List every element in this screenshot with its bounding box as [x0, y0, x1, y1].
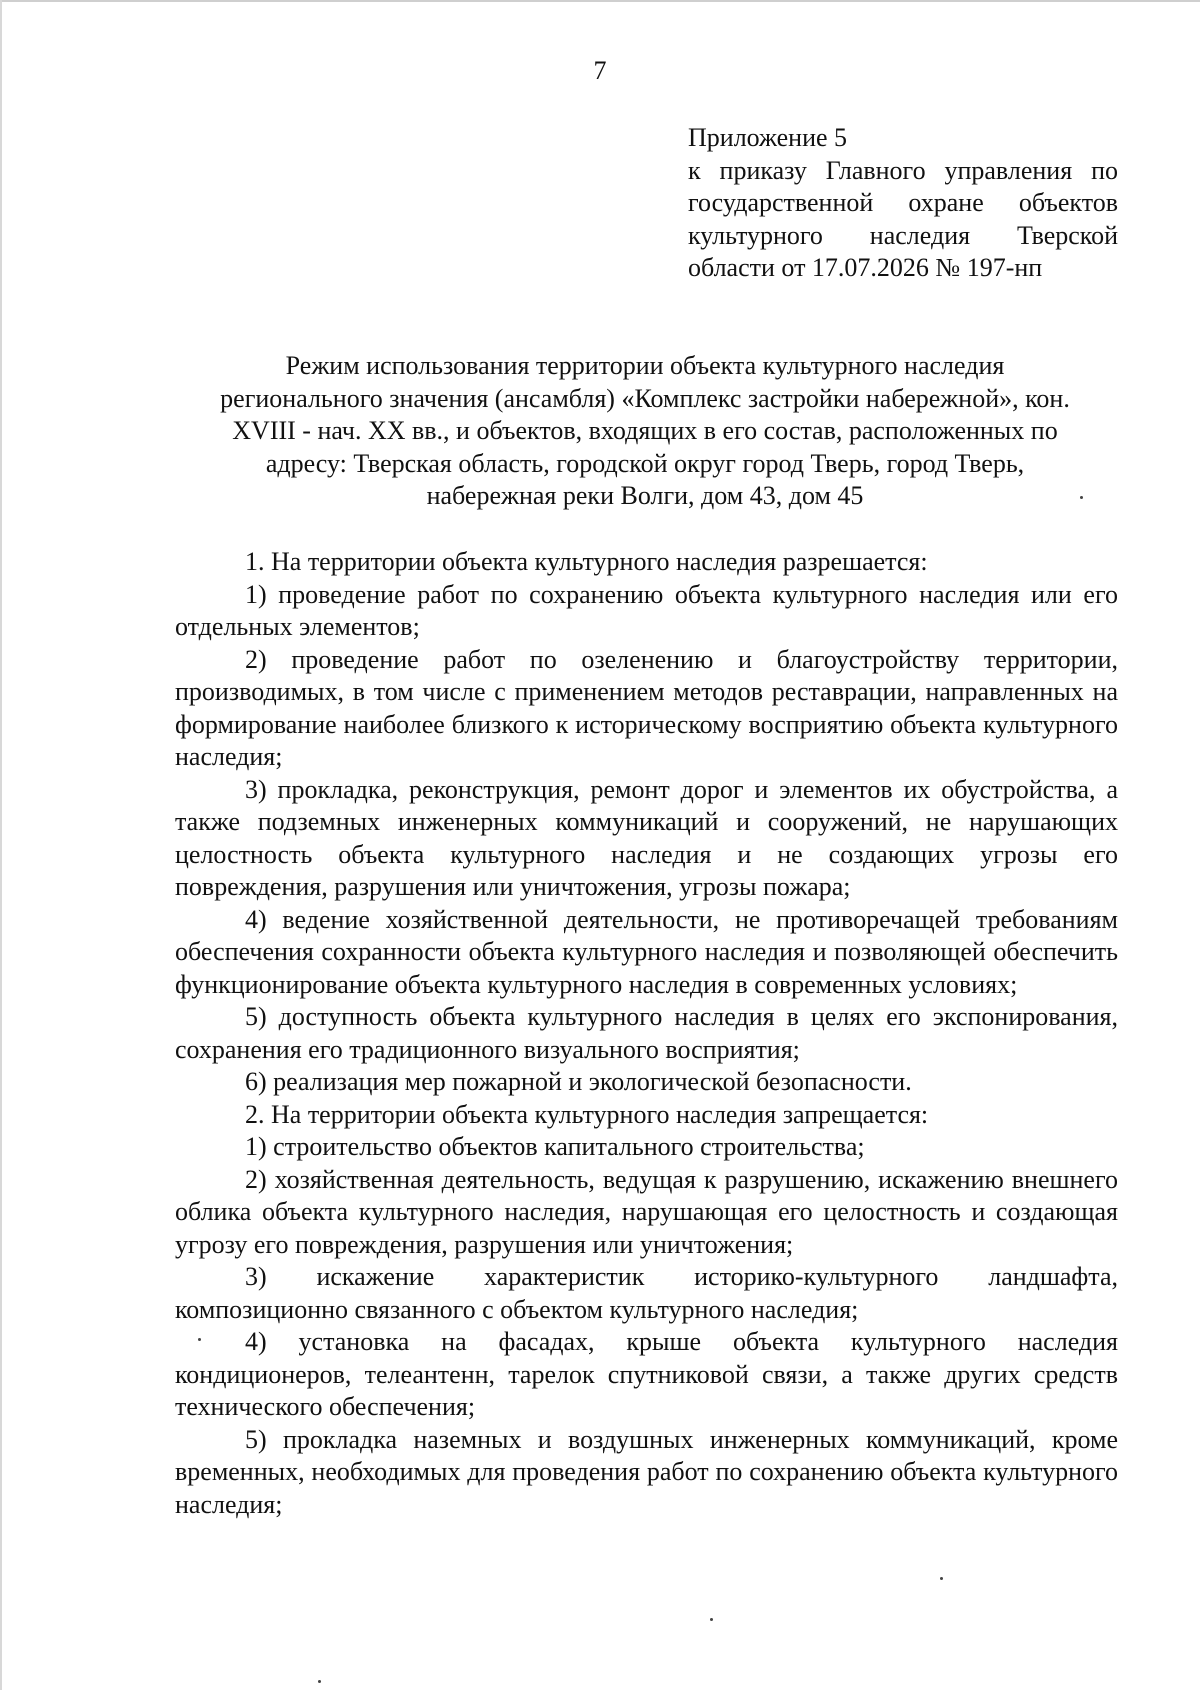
list-item: 4) ведение хозяйственной деятельности, не противоречащей требованиям обеспечения сохранности объекта культурного наследия и позволяющей обеспечить функционирование объекта культурного наследия в современных условиях; — [175, 904, 1118, 999]
list-item: 1) проведение работ по сохранению объекта культурного наследия или его отдельных элементов; — [175, 579, 1118, 641]
scan-speck — [940, 1577, 943, 1580]
section-heading: 2. На территории объекта культурного наследия запрещается: — [245, 1099, 929, 1129]
title-line: набережная реки Волги, дом 43, дом 45 — [426, 481, 864, 510]
list-item: 2) хозяйственная деятельность, ведущая к разрушению, искажению внешнего облика объекта культурного наследия, нарушающая его целостность и создающая угрозу его повреждения, разрушения или уничтожения; — [175, 1164, 1118, 1259]
page-number: 7 — [593, 56, 607, 85]
list-item: 5) доступность объекта культурного наследия в целях его экспонирования, сохранения его традиционного визуального восприятия; — [175, 1002, 1118, 1064]
appendix-line: к приказу Главного управления по — [688, 155, 1118, 185]
document-title — [150, 350, 1140, 513]
list-item: 1) строительство объектов капитального строительства; — [245, 1132, 865, 1161]
scan-speck — [318, 1680, 321, 1683]
list-item: 5) прокладка наземных и воздушных инженерных коммуникаций, кроме временных, необходимых для проведения работ по сохранению объекта культурного наследия; — [175, 1424, 1118, 1519]
title-line: регионального значения (ансамбля) «Комплекс застройки набережной», кон. — [220, 383, 1070, 413]
scan-speck — [198, 1338, 201, 1341]
title-line: XVIII - нач. XX вв., и объектов, входящих в его состав, расположенных по — [232, 416, 1058, 445]
scan-edge-left — [0, 0, 2, 1690]
title-line: Режим использования территории объекта культурного наследия — [285, 351, 1005, 380]
title-line: адресу: Тверская область, городской округ город Тверь, город Тверь, — [265, 448, 1025, 478]
scan-speck — [710, 1618, 713, 1621]
list-item: 6) реализация мер пожарной и экологической безопасности. — [245, 1067, 912, 1096]
appendix-note — [688, 122, 1118, 285]
document-body — [175, 546, 1118, 1521]
section-heading: 1. На территории объекта культурного наследия разрешается: — [245, 547, 928, 576]
appendix-line: Приложение 5 — [688, 123, 848, 152]
appendix-line: области от 17.07.2026 № 197-нп — [688, 253, 1043, 282]
list-item: 4) установка на фасадах, крыше объекта культурного наследия кондиционеров, телеантенн, тарелок спутниковой связи, а также других средств технического обеспечения; — [175, 1327, 1118, 1421]
scan-edge-top — [0, 0, 1200, 2]
scan-speck — [1080, 496, 1083, 499]
list-item: 3) прокладка, реконструкция, ремонт дорог и элементов их обустройства, а также подземных инженерных коммуникаций и сооружений, не нарушающих целостность объекта культурного наследия и не создающих угрозы его повреждения, разрушения или уничтожения, угрозы пожара; — [175, 774, 1118, 901]
appendix-line: государственной охране объектов — [688, 188, 1118, 217]
list-item: 2) проведение работ по озеленению и благоустройству территории, производимых, в том числе с применением методов реставрации, направленных на формирование наиболее близкого к историческому восприятию объекта культурного наследия; — [175, 644, 1118, 771]
list-item: 3) искажение характеристик историко-культурного ландшафта, композиционно связанного с объектом культурного наследия; — [175, 1262, 1118, 1324]
appendix-line: культурного наследия Тверской — [688, 220, 1118, 250]
